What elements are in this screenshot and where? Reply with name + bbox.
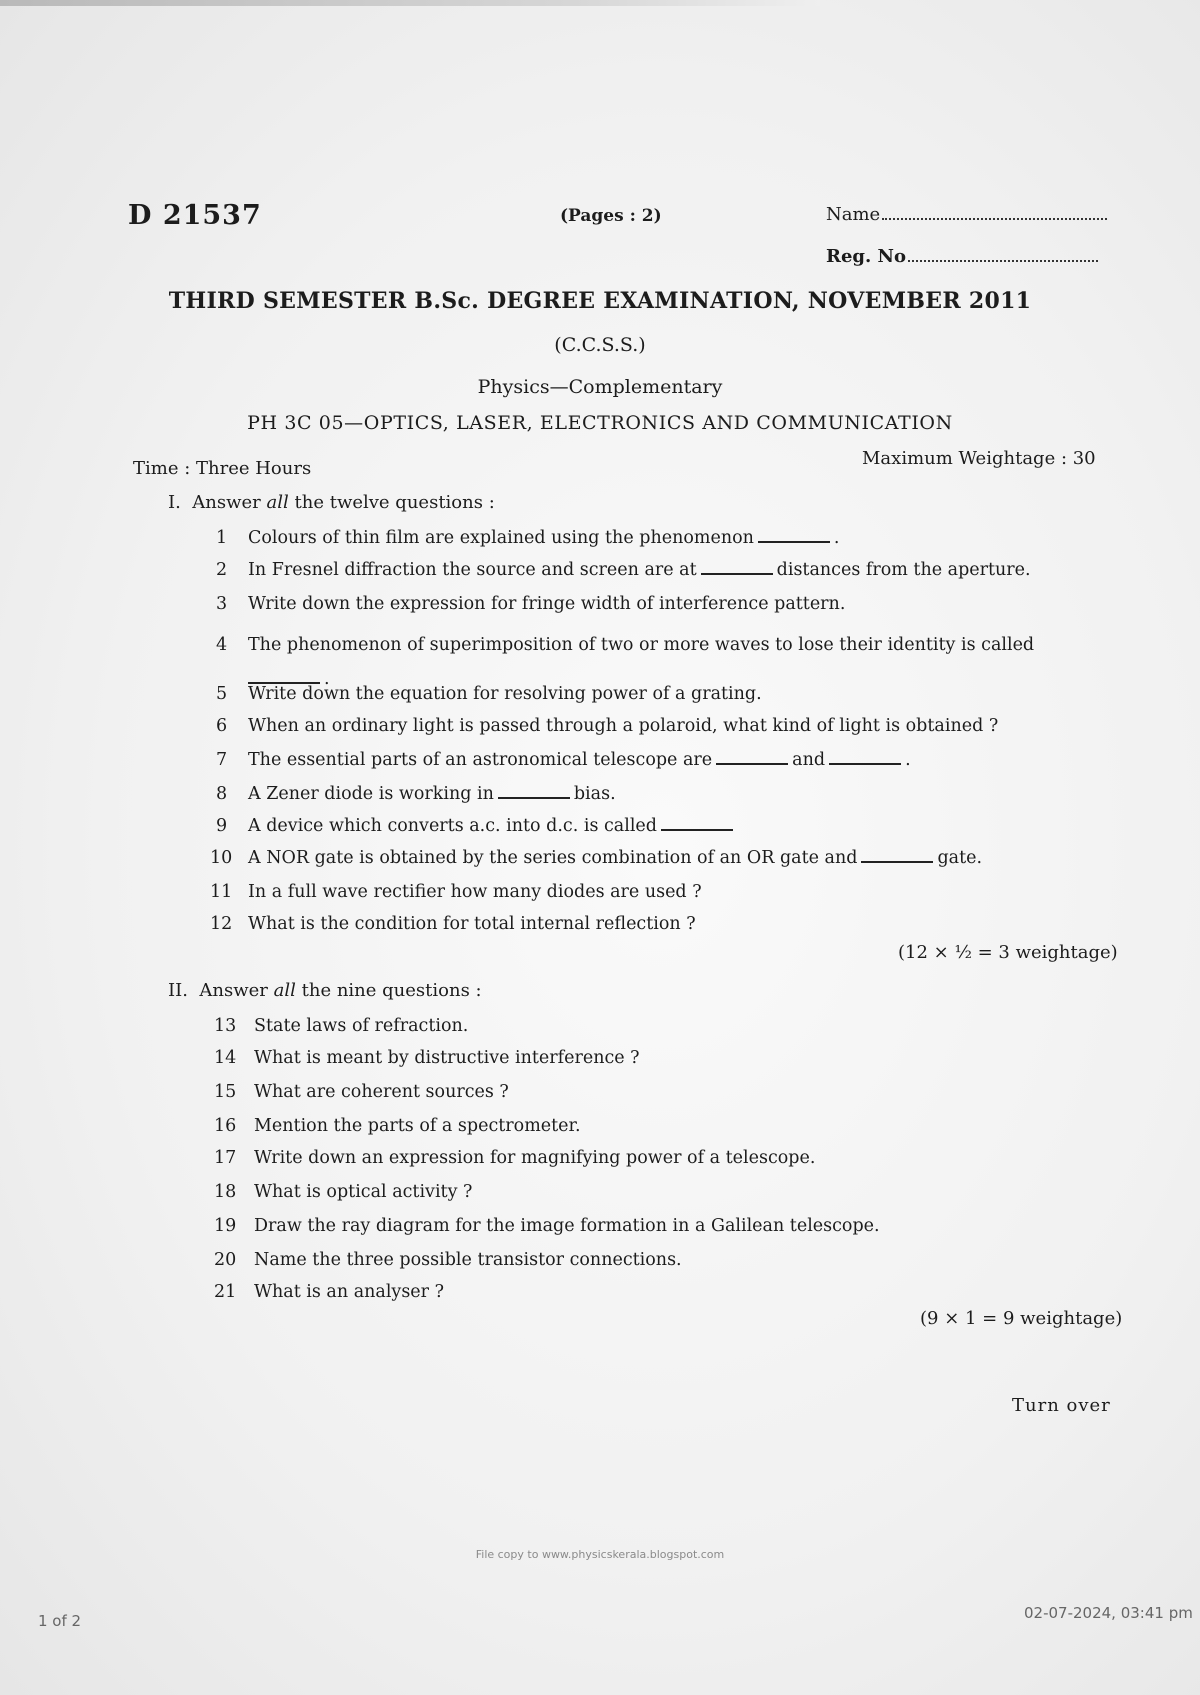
page-indicator: 1 of 2 (38, 1612, 82, 1630)
exam-subject: Physics—Complementary (477, 376, 723, 398)
question-13: 13 State laws of refraction. (214, 1016, 469, 1036)
question-1: 1 Colours of thin film are explained using the phenomenon . (216, 528, 840, 548)
name-label: Name (826, 204, 881, 225)
question-11: 11 In a full wave rectifier how many diodes are used ? (210, 882, 702, 902)
print-timestamp: 02-07-2024, 03:41 pm (1024, 1604, 1193, 1622)
question-14: 14 What is meant by distructive interference ? (214, 1048, 640, 1068)
turn-over: Turn over (1012, 1395, 1111, 1416)
answer-blank (758, 529, 830, 543)
answer-blank (701, 561, 773, 575)
question-2: 2 In Fresnel diffraction the source and screen are at distances from the aperture. (216, 560, 1031, 580)
section-1-instr-pre: Answer (192, 492, 261, 513)
section-1-instr-post: the twelve questions : (294, 492, 495, 513)
paper-title: PH 3C 05—OPTICS, LASER, ELECTRONICS AND COMMUNICATION (247, 412, 953, 434)
question-10: 10 A NOR gate is obtained by the series combination of an OR gate and gate. (210, 848, 983, 868)
section-2-instr-post: the nine questions : (301, 980, 482, 1001)
answer-blank (861, 849, 933, 863)
exam-title: THIRD SEMESTER B.Sc. DEGREE EXAMINATION, NOVEMBER 2011 (168, 288, 1032, 314)
question-16: 16 Mention the parts of a spectrometer. (214, 1116, 581, 1136)
page-count: (Pages : 2) (560, 206, 662, 226)
reg-label: Reg. No (826, 246, 906, 267)
answer-blank (498, 785, 570, 799)
name-field (826, 204, 1107, 225)
scan-edge (0, 0, 820, 6)
answer-blank (661, 817, 733, 831)
section-2-number: II. (168, 980, 188, 1001)
question-21: 21 What is an analyser ? (214, 1282, 444, 1302)
question-18: 18 What is optical activity ? (214, 1182, 473, 1202)
question-5: 5 Write down the equation for resolving power of a grating. (216, 684, 762, 704)
section-2-instr-pre: Answer (199, 980, 268, 1001)
paper-code: D 21537 (128, 200, 262, 231)
exam-scheme: (C.C.S.S.) (554, 334, 646, 356)
section-1-weightage: (12 × ½ = 3 weightage) (898, 942, 1118, 963)
question-12: 12 What is the condition for total internal reflection ? (210, 914, 696, 934)
question-6: 6 When an ordinary light is passed through a polaroid, what kind of light is obtained ? (216, 716, 999, 736)
question-20: 20 Name the three possible transistor connections. (214, 1250, 682, 1270)
section-2-instr-em: all (273, 980, 296, 1001)
question-15: 15 What are coherent sources ? (214, 1082, 509, 1102)
question-17: 17 Write down an expression for magnifying power of a telescope. (214, 1148, 816, 1168)
question-3: 3 Write down the expression for fringe width of interference pattern. (216, 594, 846, 614)
question-9: 9 A device which converts a.c. into d.c. is called (216, 816, 737, 836)
exam-time: Time : Three Hours (133, 458, 312, 479)
watermark-text: File copy to www.physicskerala.blogspot.com (475, 1548, 725, 1561)
reg-dots (908, 246, 1098, 262)
question-8: 8 A Zener diode is working in bias. (216, 784, 616, 804)
answer-blank (248, 670, 320, 684)
max-weightage: Maximum Weightage : 30 (862, 448, 1096, 469)
reg-field (826, 246, 1098, 267)
section-2-weightage: (9 × 1 = 9 weightage) (920, 1308, 1123, 1329)
answer-blank (716, 751, 788, 765)
name-dots (882, 204, 1107, 220)
question-4: 4 The phenomenon of superimposition of two or more waves to lose their identity is called . (216, 635, 1035, 689)
section-1-instr-em: all (266, 492, 289, 513)
section-1-instruction (168, 492, 495, 513)
question-19: 19 Draw the ray diagram for the image formation in a Galilean telescope. (214, 1216, 880, 1236)
section-2-instruction (168, 980, 482, 1001)
answer-blank (829, 751, 901, 765)
section-1-number: I. (168, 492, 181, 513)
question-7: 7 The essential parts of an astronomical telescope are and . (216, 750, 911, 770)
